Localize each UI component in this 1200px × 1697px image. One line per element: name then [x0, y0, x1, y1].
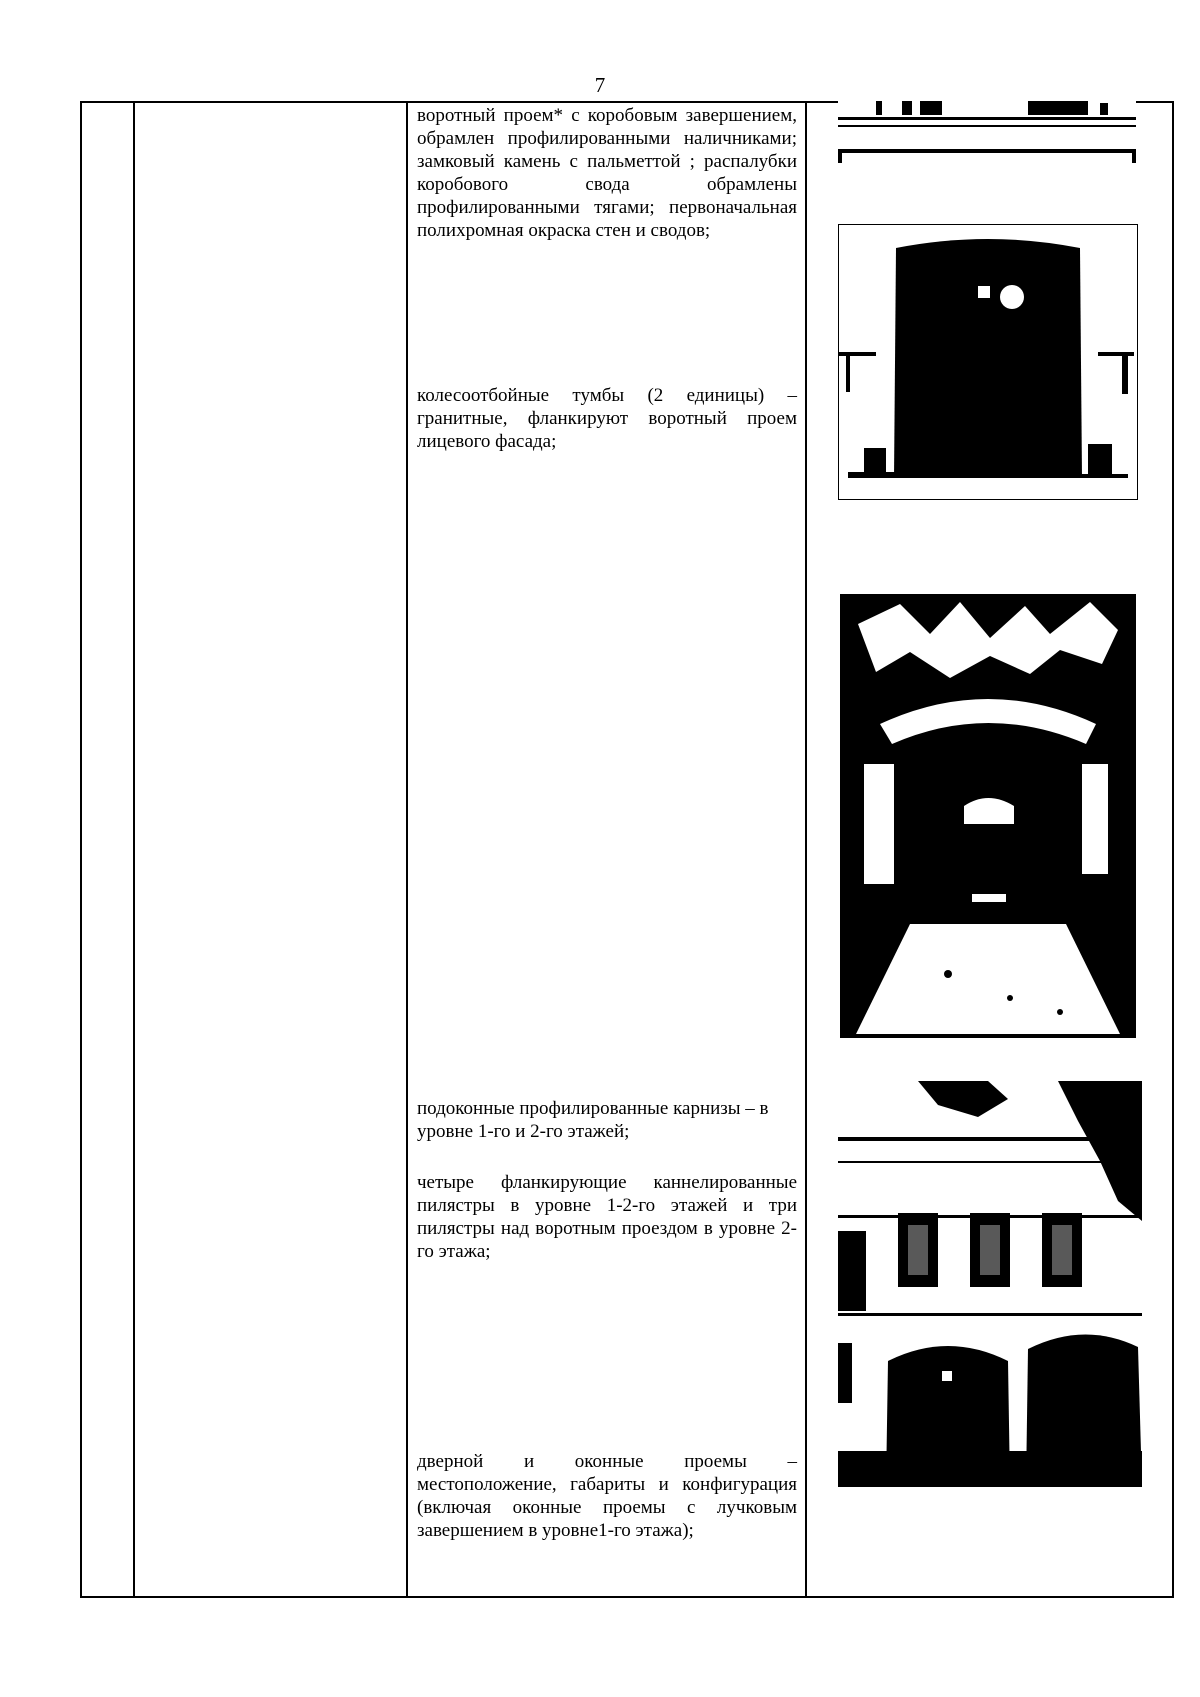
facade-photo [838, 1081, 1142, 1487]
page-number: 7 [594, 73, 606, 97]
column-divider [406, 101, 408, 1598]
feature-gate-opening: воротный проем* с коробовым завершением, обрамлен профилированными наличниками; замковый камень с пальметтой ; распалубки коробового свода обрамлены профилированными тягами; первоначальная полихромная окраска стен и сводов; [417, 105, 797, 241]
gate-passage-vault-photo [840, 594, 1136, 1038]
feature-openings: дверной и оконные проемы – местоположение, габариты и конфигурация (включая оконные проемы с лучковым завершением в уровне1-го этажа); [417, 1451, 797, 1541]
feature-pilasters: четыре фланкирующие каннелированные пилястры в уровне 1-2-го этажей и три пилястры над воротным проездом в уровне 2-го этажа; [417, 1172, 797, 1262]
gate-front-photo [838, 224, 1138, 500]
feature-wheel-guards: колесоотбойные тумбы (2 единицы) – гранитные, фланкируют воротный проем лицевого фасада; [417, 385, 797, 452]
column-divider [805, 101, 807, 1598]
feature-window-cornices: подоконные профилированные карнизы – в уровне 1-го и 2-го этажей; [417, 1098, 769, 1142]
column-divider [133, 101, 135, 1598]
gate-top-photo [838, 101, 1136, 165]
